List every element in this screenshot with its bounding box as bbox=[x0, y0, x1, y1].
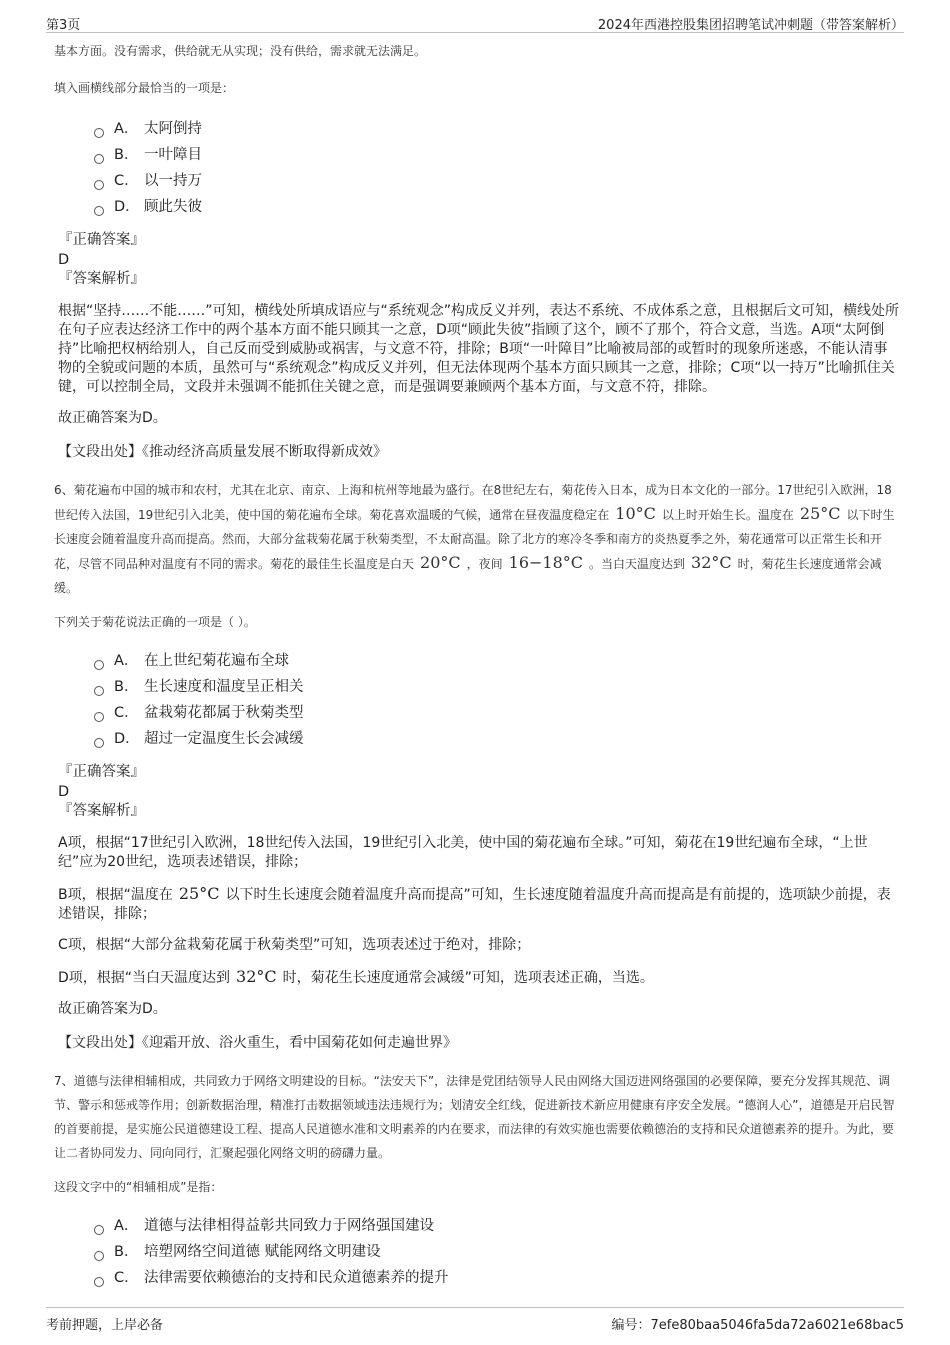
q5-conclusion: 故正确答案为D。 bbox=[58, 410, 167, 426]
temp-16-18c: 16−18°C bbox=[508, 553, 584, 572]
source-label: 【文段出处】 bbox=[58, 444, 142, 460]
q5-options bbox=[94, 116, 900, 220]
q5-option-a[interactable] bbox=[94, 116, 900, 142]
page-number: 第3页 bbox=[46, 18, 81, 33]
q6-options bbox=[94, 648, 900, 752]
option-text: 顾此失彼 bbox=[144, 199, 202, 215]
option-text: 太阿倒持 bbox=[144, 121, 202, 137]
radio-icon[interactable] bbox=[94, 738, 104, 748]
temp-32c: 32°C bbox=[691, 553, 732, 572]
q6-text-3: 以下时生长速度会随着温度升高而提高。然而，大部分盆栽菊花属于秋菊类型，不太耐高温。除了北方的寒冷冬季和南方的炎热夏季之外，菊花通常可以正常生长和开花，尽管不同品种对温度有不同的需求。菊花的最佳生长温度是白天 bbox=[54, 508, 895, 571]
q6-conclusion: 故正确答案为D。 bbox=[58, 1001, 167, 1017]
q6-option-c[interactable] bbox=[94, 700, 900, 726]
q6-text-5: 。当白天温度达到 bbox=[589, 557, 686, 571]
option-letter: A． bbox=[114, 121, 139, 137]
option-letter: A． bbox=[114, 653, 139, 669]
temp-25c: 25°C bbox=[799, 504, 841, 523]
q6-option-a[interactable] bbox=[94, 648, 900, 674]
document-title: 2024年西港控股集团招聘笔试冲刺题（带答案解析） bbox=[597, 18, 904, 33]
radio-icon[interactable] bbox=[94, 154, 104, 164]
temp-10c: 10°C bbox=[615, 504, 656, 523]
option-letter: C． bbox=[114, 705, 139, 721]
q5-analysis: 根据“坚持……不能……”可知，横线处所填成语应与“系统观念”构成反义并列，表达不系统、不成体系之意，且根据后文可知，横线处所在句子应表达经济工作中的两个基本方面不能只顾其一之意，D项“顾此失彼”指顾了这个，顾不了那个，符合文意，当选。A项“太阿倒持”比喻把权柄给别人，自己反而受到威胁或祸害，与文意不符，排除；B项“一叶障目”比喻被局部的或暂时的现象所迷惑，不能认清事物的全貌或问题的本质，虽然可与“系统观念”构成反义并列，但无法体现两个基本方面只顾其一之意，排除；C项“以一持万”比喻抓住关键，可以控制全局，文段并未强调不能抓住关键之意，而是强调要兼顾两个基本方面，与文意不符，排除。 bbox=[58, 303, 900, 395]
q6-text-6: 时，菊花生长速度通常会减缓。 bbox=[54, 557, 882, 595]
radio-icon[interactable] bbox=[94, 206, 104, 216]
option-text: 超过一定温度生长会减缓 bbox=[144, 731, 304, 747]
radio-icon[interactable] bbox=[94, 660, 104, 670]
temp-25c: 25°C bbox=[178, 884, 220, 903]
q5-option-b[interactable] bbox=[94, 142, 900, 168]
q6-passage bbox=[54, 478, 900, 600]
q6-text-4: ，夜间 bbox=[466, 557, 503, 571]
q6-analysis-c: C项，根据“大部分盆栽菊花属于秋菊类型”可知，选项表述过于绝对，排除； bbox=[58, 937, 531, 953]
source-title: 《迎霜开放、浴火重生，看中国菊花如何走遍世界》 bbox=[142, 1035, 457, 1051]
radio-icon[interactable] bbox=[94, 686, 104, 696]
option-text: 法律需要依赖德治的支持和民众道德素养的提升 bbox=[144, 1270, 449, 1286]
page-footer bbox=[46, 1307, 904, 1334]
q6-analysis-d bbox=[58, 967, 900, 988]
option-text: 在上世纪菊花遍布全球 bbox=[144, 653, 289, 669]
q6-analysis-label: 『答案解析』 bbox=[58, 803, 145, 819]
option-letter: B． bbox=[114, 679, 139, 695]
q7-options bbox=[94, 1213, 900, 1291]
q5-answer-label: 『正确答案』 bbox=[58, 232, 145, 248]
option-letter: D． bbox=[114, 731, 140, 747]
option-letter: C． bbox=[114, 173, 139, 189]
document-body bbox=[54, 40, 900, 1301]
radio-icon[interactable] bbox=[94, 180, 104, 190]
q7-passage: 7、道德与法律相辅相成，共同致力于网络文明建设的目标。“法安天下”，法律是党团结领导人民由网络大国迈进网络强国的必要保障，要充分发挥其规范、调节、警示和惩戒等作用；创新数据治理，精准打击数据领域违法违规行为；划清安全红线，促进新技术新应用健康有序安全发展。“德润人心”，道德是开启民智的首要前提，是实施公民道德建设工程、提高人民道德水准和文明素养的内在要求，而法律的有效实施也需要依赖德治的支持和民众道德素养的提升。为此，要让二者协同发力、同向同行，汇聚起强化网络文明的磅礴力量。 bbox=[54, 1074, 895, 1160]
q5-option-d[interactable] bbox=[94, 194, 900, 220]
option-text: 生长速度和温度呈正相关 bbox=[144, 679, 304, 695]
option-text: 道德与法律相得益彰共同致力于网络强国建设 bbox=[144, 1218, 434, 1234]
option-letter: B． bbox=[114, 1244, 139, 1260]
radio-icon[interactable] bbox=[94, 128, 104, 138]
radio-icon[interactable] bbox=[94, 712, 104, 722]
q5-prompt: 填入画横线部分最恰当的一项是： bbox=[54, 81, 235, 95]
q7-option-a[interactable] bbox=[94, 1213, 900, 1239]
q6-analysis-a: A项，根据“17世纪引入欧洲，18世纪传入法国，19世纪引入北美，使中国的菊花遍布全球。”可知，菊花在19世纪遍布全球，“上世纪”应为20世纪，选项表述错误，排除； bbox=[58, 835, 868, 870]
q6-answer-label: 『正确答案』 bbox=[58, 764, 145, 780]
q6-option-b[interactable] bbox=[94, 674, 900, 700]
analysis-d-text-1: D项，根据“当白天温度达到 bbox=[58, 970, 231, 986]
q7-option-c[interactable] bbox=[94, 1265, 900, 1291]
q5-option-c[interactable] bbox=[94, 168, 900, 194]
option-letter: A． bbox=[114, 1218, 139, 1234]
q5-answer: D bbox=[58, 252, 70, 268]
analysis-b-text-2: 以下时生长速度会随着温度升高而提高”可知，生长速度随着温度升高而提高是有前提的，选项缺少前提，表述错误，排除； bbox=[58, 887, 891, 922]
radio-icon[interactable] bbox=[94, 1277, 104, 1287]
q6-source bbox=[58, 1033, 900, 1053]
analysis-d-text-2: 时，菊花生长速度通常会减缓”可知，选项表述正确，当选。 bbox=[282, 970, 654, 986]
q7-prompt: 这段文字中的“相辅相成”是指： bbox=[54, 1180, 223, 1194]
option-text: 盆栽菊花都属于秋菊类型 bbox=[144, 705, 304, 721]
page-header bbox=[46, 10, 904, 33]
document-id: 编号：7efe80baa5046fa5da72a6021e68bac5 bbox=[611, 1318, 904, 1333]
option-letter: D． bbox=[114, 199, 140, 215]
analysis-b-text-1: B项，根据“温度在 bbox=[58, 887, 173, 903]
temp-20c: 20°C bbox=[420, 553, 461, 572]
radio-icon[interactable] bbox=[94, 1251, 104, 1261]
q7-option-b[interactable] bbox=[94, 1239, 900, 1265]
option-text: 一叶障目 bbox=[144, 147, 202, 163]
q6-option-d[interactable] bbox=[94, 726, 900, 752]
footer-slogan: 考前押题，上岸必备 bbox=[46, 1318, 164, 1333]
q6-text-1: 6、菊花遍布中国的城市和农村，尤其在北京、南京、上海和杭州等地最为盛行。在8世纪左右，菊花传入日本，成为日本文化的一部分。17世纪引入欧洲，18世纪传入法国，19世纪引入北美，使中国的菊花遍布全球。菊花喜欢温暖的气候，通常在昼夜温度稳定在 bbox=[54, 483, 892, 522]
q6-text-2: 以上时开始生长。温度在 bbox=[661, 508, 794, 522]
option-text: 以一持万 bbox=[144, 173, 202, 189]
source-title: 《推动经济高质量发展不断取得新成效》 bbox=[142, 444, 387, 460]
radio-icon[interactable] bbox=[94, 1225, 104, 1235]
option-letter: B． bbox=[114, 147, 139, 163]
source-label: 【文段出处】 bbox=[58, 1035, 142, 1051]
option-letter: C． bbox=[114, 1270, 139, 1286]
temp-32c: 32°C bbox=[236, 967, 277, 986]
q6-answer: D bbox=[58, 784, 70, 800]
option-text: 培塑网络空间道德 赋能网络文明建设 bbox=[144, 1244, 381, 1260]
q5-source bbox=[58, 442, 900, 462]
q5-analysis-label: 『答案解析』 bbox=[58, 271, 145, 287]
q6-prompt: 下列关于菊花说法正确的一项是（ ）。 bbox=[54, 615, 256, 629]
q5-passage-tail: 基本方面。没有需求，供给就无从实现；没有供给，需求就无法满足。 bbox=[54, 44, 427, 58]
q6-analysis-b bbox=[58, 884, 900, 924]
